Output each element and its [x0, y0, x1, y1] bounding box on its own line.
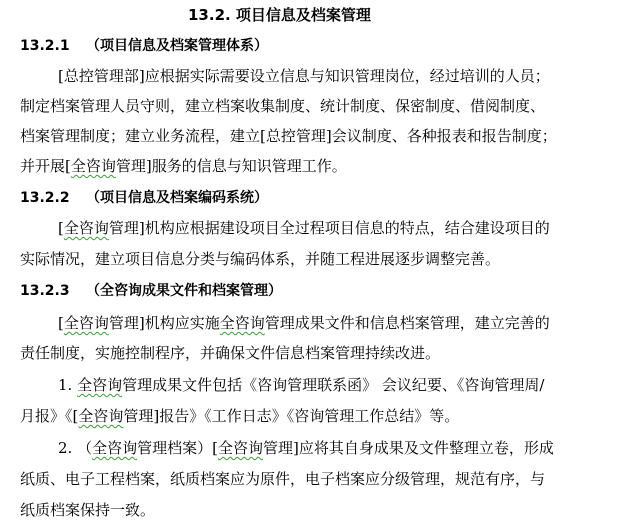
spellcheck-mark: 全咨询	[92, 439, 138, 457]
paragraph-line	[20, 156, 347, 176]
paragraph-line: 责任制度，实施控制程序，并确保文件信息档案管理持续改进。	[20, 344, 441, 362]
text-span: 并开展[	[20, 157, 71, 175]
spellcheck-mark: 全咨询	[217, 439, 263, 457]
text-span: 2. （	[58, 439, 93, 457]
subsection-number: 13.2.1	[20, 38, 70, 54]
list-item	[58, 375, 544, 395]
text-span: 月报》《[	[20, 407, 79, 425]
text-span: [	[58, 314, 64, 332]
text-span: 管理]机构应根据建设项目全过程项目信息的特点，结合建设项目的	[108, 219, 550, 237]
spellcheck-mark: 全咨询	[77, 376, 123, 394]
text-span: 管理]机构应实施	[108, 314, 220, 332]
spellcheck-mark: 全咨询	[219, 314, 265, 332]
paragraph-line	[58, 313, 550, 333]
subsection-title: （项目信息及档案编码系统）	[86, 190, 268, 206]
paragraph-line: [总控管理部]应根据实际需要设立信息与知识管理岗位，经过培训的人员；	[58, 67, 550, 85]
spellcheck-mark: 全咨询	[70, 157, 116, 175]
list-item-continuation	[20, 406, 459, 426]
text-span: 管理档案）[	[137, 439, 218, 457]
spellcheck-mark: 全咨询	[78, 407, 124, 425]
section-title: 13.2. 项目信息及档案管理	[188, 6, 371, 24]
text-span: 管理]应将其自身成果及文件整理立卷，形成	[262, 439, 554, 457]
subsection-number: 13.2.3	[20, 283, 70, 299]
subsection-number: 13.2.2	[20, 190, 70, 206]
paragraph-line: 制定档案管理人员守则，建立档案收集制度、统计制度、保密制度、借阅制度、	[20, 97, 546, 115]
text-span: 管理成果文件和信息档案管理，建立完善的	[264, 314, 550, 332]
subsection-heading-13-2-3	[20, 281, 282, 301]
spellcheck-mark: 全咨询	[63, 219, 109, 237]
subsection-title: （全咨询成果文件和档案管理）	[86, 283, 282, 299]
text-span: 管理]报告》《工作日志》《咨询管理工作总结》等。	[123, 407, 460, 425]
list-item-continuation: 纸质档案保持一致。	[20, 501, 156, 519]
paragraph-line	[58, 218, 550, 238]
paragraph-line: 档案管理制度；建立业务流程，建立[总控管理]会议制度、各种报表和报告制度；	[20, 127, 557, 145]
paragraph-line: 实际情况，建立项目信息分类与编码体系，并随工程进展逐步调整完善。	[20, 250, 501, 268]
subsection-title: （项目信息及档案管理体系）	[86, 38, 268, 54]
text-span: 管理]服务的信息与知识管理工作。	[115, 157, 347, 175]
spellcheck-mark: 全咨询	[63, 314, 109, 332]
text-span: 管理成果文件包括《咨询管理联系函》 会议纪要、《咨询管理周/	[122, 376, 545, 394]
list-item-continuation: 纸质、电子工程档案，纸质档案应为原件，电子档案应分级管理，规范有序，与	[20, 470, 546, 488]
list-item	[58, 438, 554, 458]
text-span: 1.	[58, 376, 78, 394]
subsection-heading-13-2-1	[20, 36, 268, 56]
text-span: [	[58, 219, 64, 237]
subsection-heading-13-2-2	[20, 188, 268, 208]
